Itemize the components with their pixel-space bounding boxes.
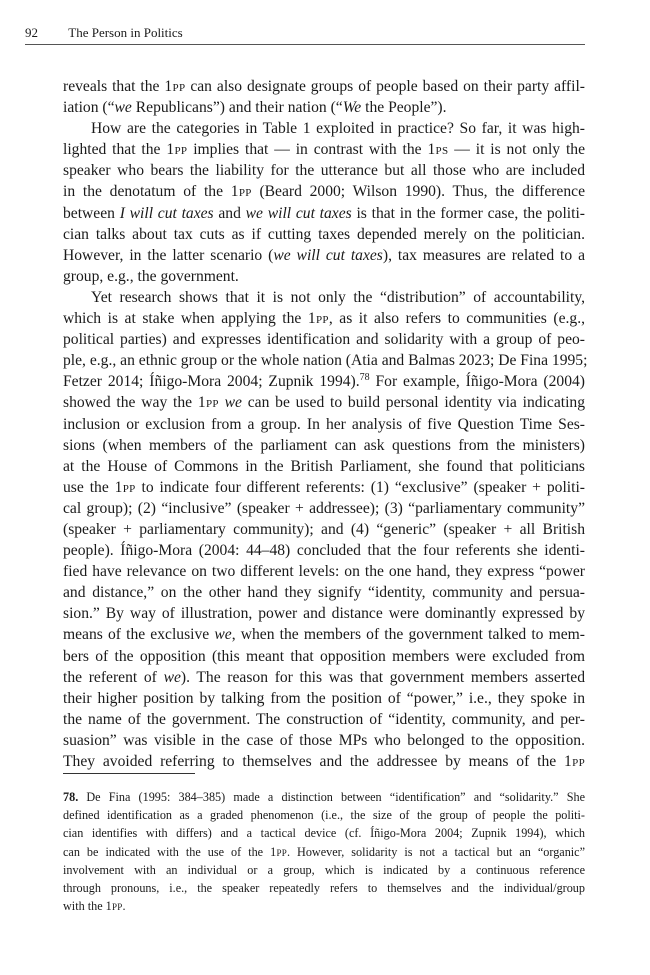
header-rule <box>25 44 585 45</box>
footnote-line: defined identification as a graded phenomenon (i.e., the size of the group of people the politi- <box>63 808 585 823</box>
body-line: means of the exclusive we, when the members of the government talked to mem- <box>63 626 586 644</box>
body-line: political parties) and expresses identification and solidarity with a group of peo- <box>63 331 585 349</box>
body-line: people). Íñigo-Mora (2004: 44–48) concluded that the four referents she identi- <box>63 542 585 560</box>
body-line: showed the way the 1pp we can be used to build personal identity via indicating <box>63 394 585 412</box>
body-line: lighted that the 1pp implies that — in contrast with the 1ps — it is not only the <box>63 141 586 159</box>
body-line: However, in the latter scenario (we will cut taxes), tax measures are related to a <box>63 246 585 264</box>
body-line: speaker who bears the liability for the utterance but all those who are included <box>63 162 585 180</box>
body-text <box>63 76 588 772</box>
body-line: between I will cut taxes and we will cut taxes is that in the former case, the politi- <box>63 204 585 222</box>
body-line: bers of the opposition (this meant that opposition members were excluded from <box>63 647 585 665</box>
body-line: the name of the government. The construction of “identity, community, and per- <box>63 710 585 728</box>
body-line: cal group); (2) “inclusive” (speaker + addressee); (3) “parliamentary community” <box>63 499 585 517</box>
body-line: use the 1pp to indicate four different referents: (1) “exclusive” (speaker + politi- <box>63 478 585 496</box>
footnote-line: through pronouns, i.e., the speaker repeatedly refers to themselves and the individual/group <box>63 880 585 895</box>
footnote-line: can be indicated with the use of the 1pp. However, solidarity is not a tactical but an “organic” <box>63 844 585 859</box>
footnote-rule <box>63 773 195 774</box>
body-line: the referent of we). The reason for this was that government members asserted <box>63 668 585 686</box>
body-line: which is at stake when applying the 1pp, as it also refers to communities (e.g., <box>63 310 585 328</box>
body-line: iation (“we Republicans”) and their nation (“We the People”). <box>63 99 447 117</box>
footnote <box>63 788 585 915</box>
footnote-line: involvement with an individual or a group, which is indicated by a continuous reference <box>63 862 585 877</box>
body-line: suasion” was visible in the case of those MPs who belonged to the opposition. <box>63 731 585 749</box>
body-line: sion.” By way of illustration, power and distance were dominantly expressed by <box>63 605 585 623</box>
footnote-line: cian identifies with differs) and a tactical device (cf. Íñigo-Mora 2004; Zupnik 1994), which <box>63 826 585 841</box>
body-line: and distance,” on the other hand they signify “identity, community and persua- <box>63 584 585 602</box>
running-title: The Person in Politics <box>68 25 183 40</box>
body-line: inclusion or exclusion from a group. In her analysis of five Question Time Ses- <box>63 415 585 433</box>
body-line: at the House of Commons in the British Parliament, she found that politicians <box>63 457 585 475</box>
body-line: sions (when members of the parliament can ask questions from the ministers) <box>63 436 585 454</box>
body-line: (speaker + parliamentary community); and (4) “generic” (speaker + all British <box>63 520 585 538</box>
footnote-line: with the 1pp. <box>63 899 126 914</box>
body-line: in the denotatum of the 1pp (Beard 2000; Wilson 1990). Thus, the difference <box>63 183 585 201</box>
body-line: fied have relevance on two different levels: on the one hand, they express “power <box>63 563 585 581</box>
body-line: group, e.g., the government. <box>63 267 239 285</box>
footnote-number: 78. <box>63 790 79 804</box>
footnote-line: 78. De Fina (1995: 384–385) made a distinction between “identification” and “solidarity.” She <box>63 790 585 804</box>
body-line: ple, e.g., an ethnic group or the whole nation (Atia and Balmas 2023; De Fina 1995; <box>63 352 588 370</box>
body-line: They avoided referring to themselves and the addressee by means of the 1pp <box>63 753 585 770</box>
page-number: 92 <box>25 25 38 40</box>
body-line: reveals that the 1pp can also designate groups of people based on their party affil- <box>63 78 585 95</box>
body-line: How are the categories in Table 1 exploited in practice? So far, it was high- <box>91 120 585 138</box>
footnote-ref[interactable]: 78 <box>359 372 370 384</box>
body-line: Yet research shows that it is not only the “distribution” of accountability, <box>91 288 585 306</box>
body-line: Fetzer 2014; Íñigo-Mora 2004; Zupnik 1994).$^{78}$ For example, Íñigo-Mora (2004) <box>63 372 585 391</box>
body-line: cian talks about tax cuts as if cutting taxes depended merely on the politician. <box>63 225 585 243</box>
body-line: their higher position by talking from the position of “power,” i.e., they spoke in <box>63 689 585 707</box>
running-head <box>25 24 585 44</box>
